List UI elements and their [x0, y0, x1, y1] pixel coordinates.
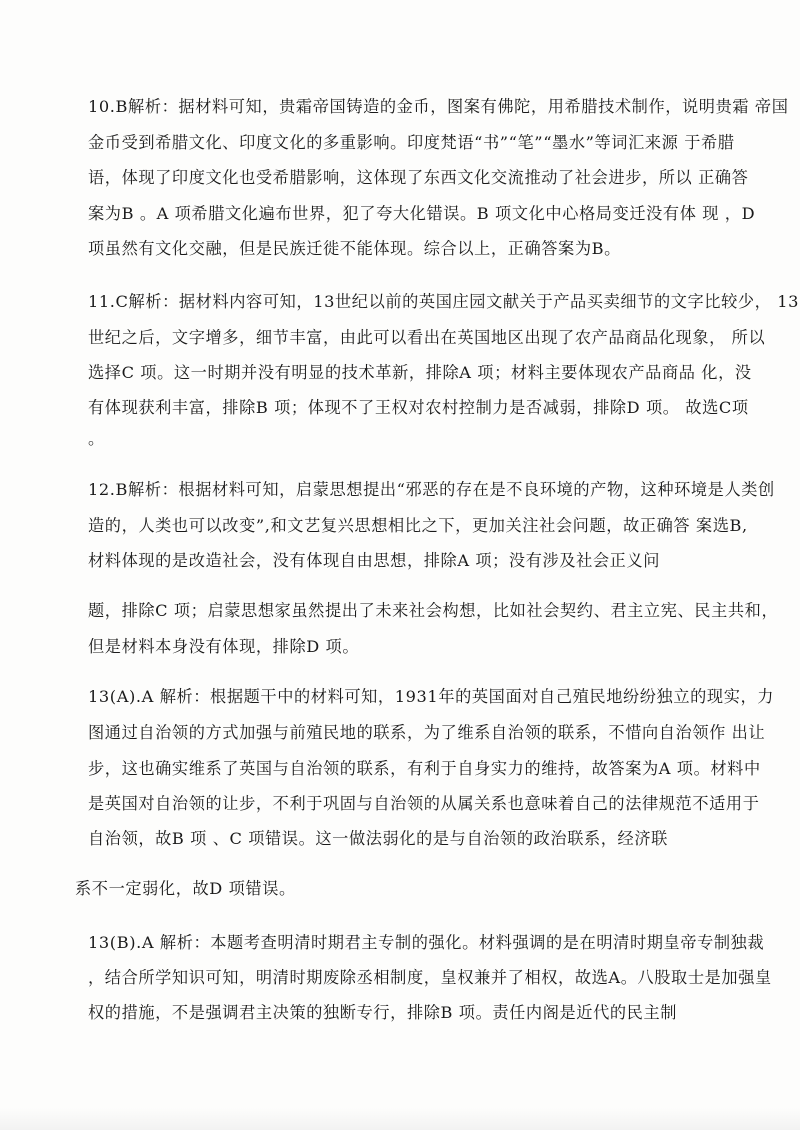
answer-q11-line-4: 有体现获利丰富，排除B 项；体现不了王权对农村控制力是否减弱，排除D 项。 故选C项: [88, 398, 749, 417]
answer-q11-line-2: 世纪之后，文字增多，细节丰富，由此可以看出在英国地区出现了农产品商品化现象， 所以: [88, 328, 766, 347]
answer-q12-line-3: 材料体现的是改造社会，没有体现自由思想，排除A 项；没有涉及社会正义问: [88, 551, 661, 570]
answer-q13a-line-1: 13(A).A 解析：根据题干中的材料可知，1931年的英国面对自己殖民地纷纷独立的现实，力: [88, 687, 775, 706]
answer-q10-line-3: 语，体现了印度文化也受希腊影响，这体现了东西文化交流推动了社会进步，所以 正确答: [88, 168, 749, 187]
answer-q12-line-1: 12.B解析：根据材料可知，启蒙思想提出“邪恶的存在是不良环境的产物，这种环境是人类创: [88, 480, 775, 499]
answer-q12-line-2: 造的，人类也可以改变”,和文艺复兴思想相比之下，更加关注社会问题，故正确答 案选B,: [88, 516, 748, 535]
answer-q10-line-4: 案为B 。A 项希腊文化遍布世界，犯了夸大化错误。B 项文化中心格局变迁没有体 现 ，D: [88, 204, 756, 223]
answer-q10-line-2: 金币受到希腊文化、印度文化的多重影响。印度梵语“书”“笔”“墨水”等词汇来源 于希腊: [88, 133, 735, 152]
answer-q13a-line-3: 步，这也确实维系了英国与自治领的联系，有利于自身实力的维持，故答案为A 项。材料中: [88, 759, 761, 778]
answer-q13a-line-4: 是英国对自治领的让步，不利于巩固与自治领的从属关系也意味着自己的法律规范不适用于: [88, 794, 760, 813]
answer-q11-line-1: 11.C解析：据材料内容可知，13世纪以前的英国庄园文献关于产品买卖细节的文字比较少， 13: [88, 292, 800, 311]
answer-q13b-line-3: 权的措施，不是强调君主决策的独断专行，排除B 项。责任内阁是近代的民主制: [88, 1003, 678, 1022]
answer-q12-line-5: 但是材料本身没有体现，排除D 项。: [88, 637, 360, 656]
answer-q13a-line-2: 图通过自治领的方式加强与前殖民地的联系，为了维系自治领的联系，不惜向自治领作 出让: [88, 723, 766, 742]
answer-q12-line-4: 题，排除C 项；启蒙思想家虽然提出了未来社会构想，比如社会契约、君主立宪、民主共和，: [88, 601, 779, 620]
answer-q13b-line-2: ，结合所学知识可知，明清时期废除丞相制度，皇权兼并了相权，故选A。八股取士是加强皇: [88, 968, 772, 987]
answer-q13a-line-6: 系不一定弱化，故D 项错误。: [75, 879, 296, 898]
answer-q13b-line-1: 13(B).A 解析：本题考查明清时期君主专制的强化。材料强调的是在明清时期皇帝专制独裁: [88, 933, 765, 952]
answer-q13a-line-5: 自治领，故B 项 、C 项错误。这一做法弱化的是与自治领的政治联系，经济联: [88, 829, 668, 848]
answer-q10-line-5: 项虽然有文化交融，但是民族迁徙不能体现。综合以上，正确答案为B。: [88, 239, 621, 258]
page-bottom-edge: [0, 1108, 800, 1130]
answer-q11-line-5: 。: [88, 429, 105, 448]
answer-q10-line-1: 10.B解析：据材料可知，贵霜帝国铸造的金币，图案有佛陀，用希腊技术制作，说明贵霜 帝国: [88, 97, 789, 116]
answer-q11-line-3: 选择C 项。这一时期并没有明显的技术革新，排除A 项；材料主要体现农产品商品 化，没: [88, 363, 752, 382]
